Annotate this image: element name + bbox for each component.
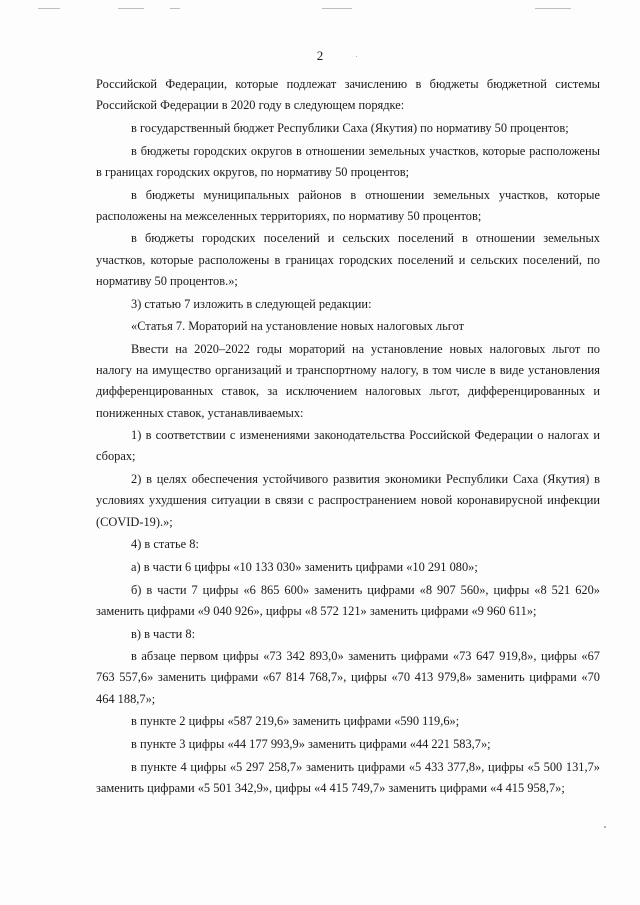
paragraph-part-7: б) в части 7 цифры «6 865 600» заменить цифрами «8 907 560», цифры «8 521 620» заменить цифрами «9 040 926», цифры «8 572 121» заменить цифрами «9 960 611»; <box>96 582 600 618</box>
paragraph-article-7-heading: «Статья 7. Мораторий на установление новых налоговых льгот <box>131 319 465 334</box>
paragraph-subitem-1: 1) в соответствии с изменениями законодательства Российской Федерации о налогах и сборах; <box>96 428 600 464</box>
paragraph-moratorium: Ввести на 2020–2022 годы мораторий на установление новых налоговых льгот по налогу на имущество организаций и транспортному налогу, в том числе в виде установления дифференцированных ставок, за исключением налоговых льгот, дифференцированных и пониженных ставок, устанавливаемых: <box>96 341 600 420</box>
paragraph-point-2: в пункте 2 цифры «587 219,6» заменить цифрами «590 119,6»; <box>131 714 460 729</box>
paragraph-subitem-2: 2) в целях обеспечения устойчивого развития экономики Республики Саха (Якутия) в условиях ухудшения ситуации в связи с распространением новой коронавирусной инфекции (COVID-19).»; <box>96 472 600 529</box>
paragraph-part-8: в) в части 8: <box>131 626 196 641</box>
scan-artifact-marks <box>30 8 610 12</box>
paragraph-point-3: в пункте 3 цифры «44 177 993,9» заменить цифрами «44 221 583,7»; <box>131 737 491 752</box>
paragraph-city-districts: в бюджеты городских округов в отношении земельных участков, которые расположены в границах городских округов, по нормативу 50 процентов; <box>96 143 600 179</box>
paragraph-item-3: 3) статью 7 изложить в следующей редакции: <box>131 296 372 311</box>
paragraph-point-4: в пункте 4 цифры «5 297 258,7» заменить цифрами «5 433 377,8», цифры «5 500 131,7» заменить цифрами «5 501 342,9», цифры «4 415 749,7» заменить цифрами «4 415 958,7»; <box>96 759 600 795</box>
paragraph-item-4: 4) в статье 8: <box>131 537 199 552</box>
paragraph-settlements: в бюджеты городских поселений и сельских поселений в отношении земельных участков, которые расположены в границах городских поселений и сельских поселений, по нормативу 50 процентов.»; <box>96 231 600 288</box>
document-body <box>96 74 600 799</box>
page-number: 2 <box>316 48 324 63</box>
paragraph-first-clause: в абзаце первом цифры «73 342 893,0» заменить цифрами «73 647 919,8», цифры «67 763 557,6» заменить цифрами «67 814 768,7», цифры «70 413 979,8» заменить цифрами «70 464 188,7»; <box>96 649 600 706</box>
paragraph-municipal-districts: в бюджеты муниципальных районов в отношении земельных участков, которые расположены на межселенных территориях, по нормативу 50 процентов; <box>96 187 600 223</box>
scan-speck <box>604 826 606 828</box>
paragraph-continuation: Российской Федерации, которые подлежат зачислению в бюджеты бюджетной системы Российской Федерации в 2020 году в следующем порядке: <box>96 77 600 113</box>
paragraph-part-6: а) в части 6 цифры «10 133 030» заменить цифрами «10 291 080»; <box>131 559 478 574</box>
paragraph-state-budget: в государственный бюджет Республики Саха (Якутия) по нормативу 50 процентов; <box>131 120 569 135</box>
scan-speck <box>356 56 357 57</box>
